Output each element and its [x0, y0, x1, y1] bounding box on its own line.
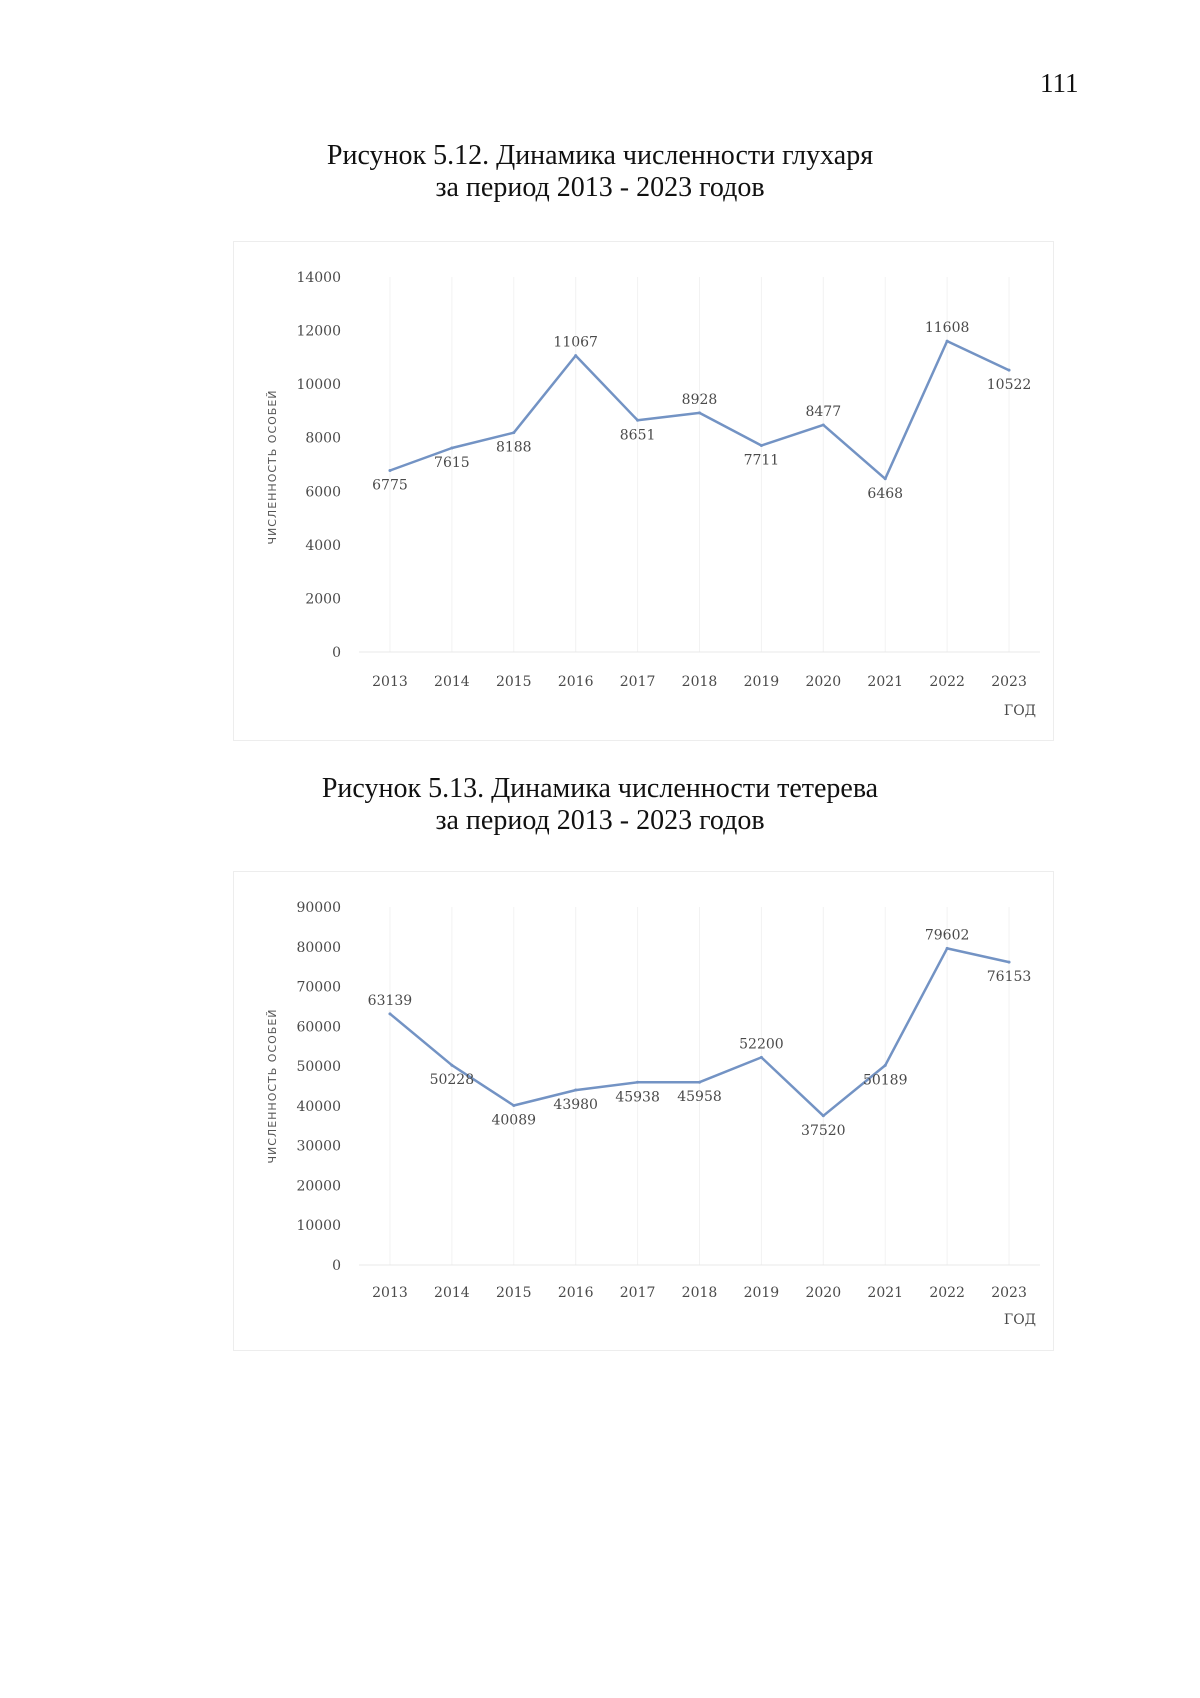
y-tick-label: 2000 — [305, 591, 341, 608]
x-tick-label: 2020 — [805, 1285, 842, 1301]
x-tick-label: 2021 — [867, 1285, 904, 1301]
data-point-2019 — [760, 444, 763, 447]
x-tick-label: 2022 — [929, 1285, 965, 1301]
data-label-2022: 79602 — [924, 927, 970, 944]
data-point-2019 — [760, 1056, 763, 1059]
x-tick-label: 2013 — [372, 1285, 408, 1301]
data-label-2023: 10522 — [986, 377, 1032, 394]
y-tick-label: 10000 — [296, 1218, 341, 1235]
caption-line-2: за период 2013 - 2023 годов — [435, 172, 765, 203]
x-tick-label: 2023 — [991, 1285, 1027, 1301]
data-label-2013: 63139 — [367, 992, 413, 1009]
data-point-2021 — [884, 1064, 887, 1067]
data-point-2020 — [822, 1114, 825, 1117]
caption-line-1: Рисунок 5.13. Динамика численности тетерева — [321, 773, 879, 804]
data-point-2014 — [450, 447, 453, 450]
data-point-2015 — [512, 431, 515, 434]
data-label-2018: 8928 — [681, 391, 718, 408]
x-tick-label: 2017 — [619, 1285, 656, 1301]
y-tick-label: 14000 — [296, 270, 341, 286]
x-axis-title: ГОД — [1003, 703, 1037, 719]
x-tick-label: 2016 — [557, 1285, 594, 1301]
caption-line-1: Рисунок 5.12. Динамика численности глухаря — [326, 140, 874, 171]
x-tick-label: 2016 — [557, 674, 594, 690]
x-tick-label: 2019 — [743, 674, 780, 690]
chart-capercaillie-svg — [234, 242, 1053, 740]
chart-black-grouse-svg — [234, 872, 1053, 1350]
x-tick-label: 2014 — [434, 1285, 470, 1301]
data-point-2017 — [636, 419, 639, 422]
y-tick-label: 6000 — [305, 484, 341, 501]
data-point-2022 — [946, 340, 949, 343]
data-label-2018: 45958 — [677, 1089, 722, 1106]
y-tick-label: 50000 — [296, 1059, 341, 1076]
y-tick-label: 30000 — [296, 1138, 341, 1155]
data-label-2023: 76153 — [986, 969, 1032, 986]
data-label-2013: 6775 — [372, 477, 408, 494]
y-tick-label: 12000 — [296, 323, 341, 340]
chart-black-grouse — [233, 871, 1054, 1351]
y-tick-label: 8000 — [305, 430, 341, 447]
chart-capercaillie — [233, 241, 1054, 741]
data-point-2017 — [636, 1081, 639, 1084]
data-point-2023 — [1008, 369, 1011, 372]
figure-caption-5-12 — [0, 140, 1200, 204]
data-point-2018 — [698, 411, 701, 414]
x-tick-label: 2017 — [619, 674, 656, 690]
y-tick-label: 0 — [332, 645, 341, 661]
data-label-2021: 6468 — [867, 485, 904, 502]
data-label-2014: 50228 — [429, 1072, 475, 1089]
data-label-2022: 11608 — [924, 320, 970, 337]
data-label-2017: 45938 — [615, 1089, 660, 1106]
y-axis-title: ЧИСЛЕННОСТЬ ОСОБЕЙ — [266, 389, 279, 545]
data-point-2022 — [946, 947, 949, 950]
data-label-2020: 37520 — [801, 1122, 846, 1139]
x-tick-label: 2021 — [867, 674, 904, 690]
y-tick-label: 20000 — [296, 1178, 341, 1195]
data-point-2016 — [574, 354, 577, 357]
data-label-2020: 8477 — [805, 403, 842, 420]
y-tick-label: 80000 — [296, 939, 341, 956]
x-tick-label: 2022 — [929, 674, 965, 690]
page-number: 111 — [1040, 68, 1079, 98]
y-tick-label: 0 — [332, 1258, 341, 1274]
x-axis-title: ГОД — [1003, 1312, 1037, 1328]
x-tick-label: 2018 — [681, 1285, 718, 1301]
x-tick-label: 2014 — [434, 674, 470, 690]
caption-line-2: за период 2013 - 2023 годов — [435, 805, 765, 836]
y-tick-label: 70000 — [296, 979, 341, 996]
y-tick-label: 90000 — [296, 900, 341, 916]
data-point-2015 — [512, 1104, 515, 1107]
data-point-2014 — [450, 1064, 453, 1067]
data-point-2013 — [388, 469, 391, 472]
y-tick-label: 10000 — [296, 377, 341, 394]
figure-caption-5-13 — [0, 773, 1200, 837]
data-point-2021 — [884, 477, 887, 480]
x-tick-label: 2023 — [991, 674, 1027, 690]
data-label-2017: 8651 — [619, 427, 656, 444]
x-tick-label: 2015 — [495, 1285, 532, 1301]
x-tick-label: 2020 — [805, 674, 842, 690]
data-point-2023 — [1008, 961, 1011, 964]
data-label-2019: 7711 — [743, 452, 780, 469]
y-axis-title: ЧИСЛЕННОСТЬ ОСОБЕЙ — [266, 1008, 279, 1164]
y-tick-label: 40000 — [296, 1098, 341, 1115]
x-tick-label: 2019 — [743, 1285, 780, 1301]
data-label-2014: 7615 — [434, 455, 470, 472]
data-label-2016: 11067 — [553, 334, 598, 351]
y-tick-label: 4000 — [305, 537, 341, 554]
data-point-2013 — [388, 1012, 391, 1015]
data-point-2018 — [698, 1081, 701, 1084]
data-label-2016: 43980 — [553, 1097, 598, 1114]
data-point-2020 — [822, 423, 825, 426]
y-tick-label: 60000 — [296, 1019, 341, 1036]
x-tick-label: 2015 — [495, 674, 532, 690]
data-label-2015: 8188 — [495, 439, 532, 456]
data-point-2016 — [574, 1089, 577, 1092]
data-label-2019: 52200 — [739, 1036, 784, 1053]
x-tick-label: 2018 — [681, 674, 718, 690]
x-tick-label: 2013 — [372, 674, 408, 690]
data-label-2021: 50189 — [862, 1072, 908, 1089]
data-label-2015: 40089 — [491, 1112, 537, 1129]
